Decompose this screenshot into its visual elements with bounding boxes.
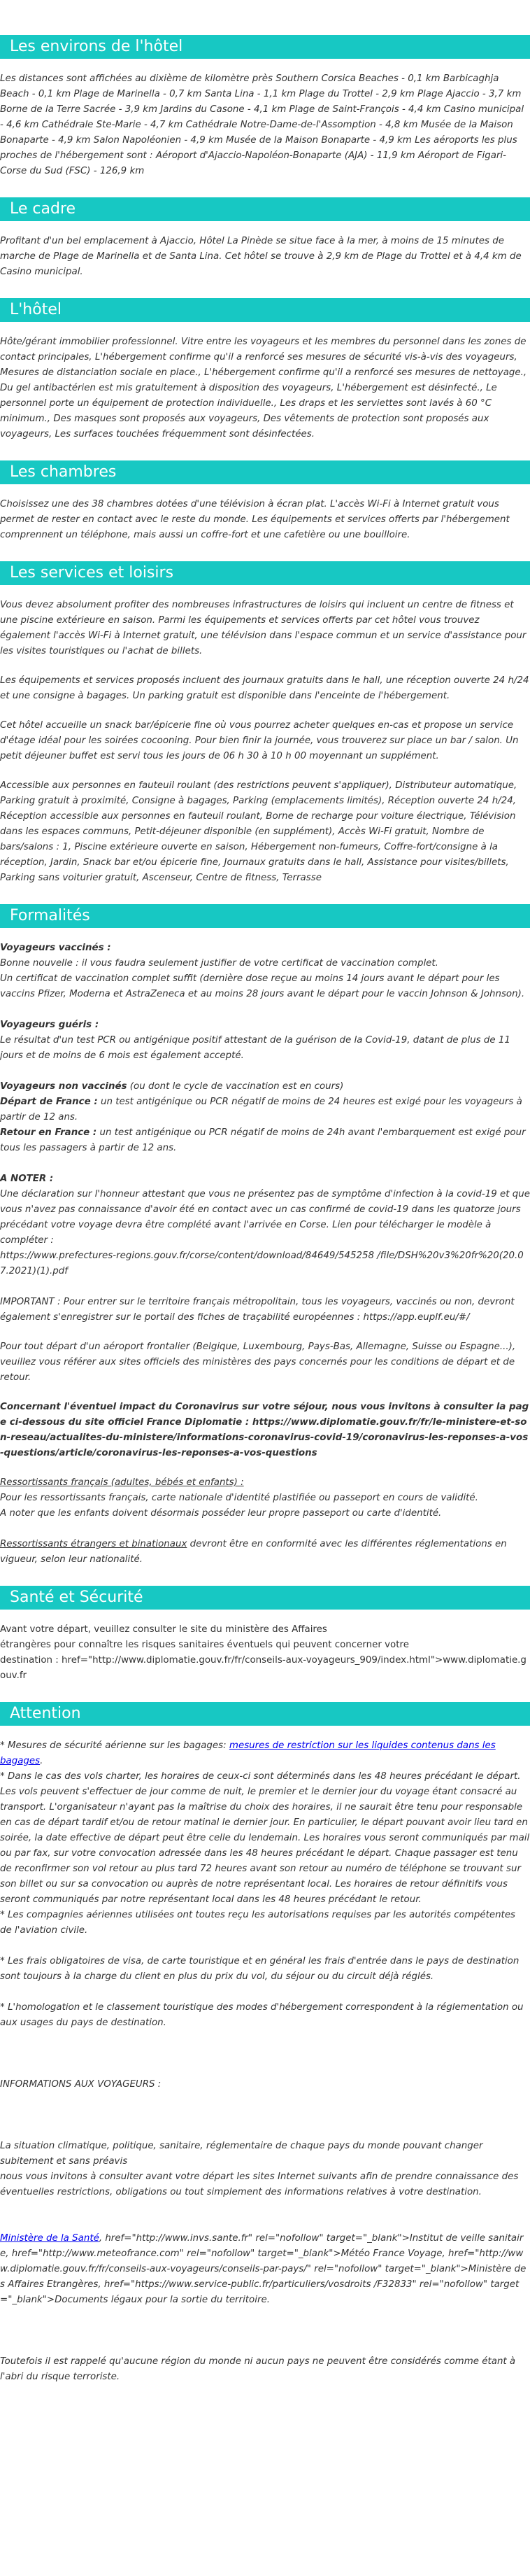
etrangers-text: devront être en conformité avec les différentes réglementations en vigueur, selon leur nationalité. [0,1539,507,1565]
attention-m4: * Les frais obligatoires de visa, de carte touristique et en général les frais d'entrée dans le pays de destination sont toujours à la charge du client en plus du prix du vol, du séjour ou du circuit déjà réglés. [0,1956,520,1982]
sante-line-2: étrangères pour connaître les risques sanitaires éventuels qui peuvent concerner votre [0,1640,409,1650]
attention-m2: * Dans le cas des vols charter, les horaires de ceux-ci sont déterminés dans les 48 heures précédant le départ. Les vols peuvent s'effectuer de jour comme de nuit, le premier et le dernier jour du voyage étant consacré au transport. L'organisateur n'ayant pas la maîtrise du choix des horaires, il ne saurait être tenu pour responsable en cas de départ tardif et/ou de retour matinal le dernier jour. En particulier, le départ pouvant avoir lieu tard en soirée, la date effective de départ peut être celle du lendemain. Les horaires vous seront communiqués par mail ou par fax, sur votre convocation adressée dans les 48 heures précédant le départ. Chaque passager est tenu de reconfirmer son vol retour au plus tard 72 heures avant son retour au numéro de téléphone se trouvant sur son billet ou sur sa convocation ou auprès de notre représentant local. Les horaires de retour définitifs vous seront communiqués par notre représentant local dans les 48 heures précédant le retour. [0,1771,530,1905]
attention-text [0,1738,530,2385]
services-paragraph-4: Accessible aux personnes en fauteuil roulant (des restrictions peuvent s'appliquer), Distributeur automatique, Parking gratuit à proximité, Consigne à bagages, Parking (emplacements limités), Réception ouverte 24 h/24, Réception accessible aux personnes en fauteuil roulant, Borne de recharge pour voiture électrique, Télévision dans les espaces communs, Petit-déjeuner disponible (en supplément), Accès Wi-Fi gratuit, Nombre de bars/salons : 1, Piscine extérieure ouverte en saison, Hébergement non-fumeurs, Coffre-fort/consigne à la réception, Jardin, Snack bar et/ou épicerie fine, Journaux gratuits dans le hall, Assistance pour visites/billets, Parking sans voiturier gratuit, Ascenseur, Centre de fitness, Terrasse [0,780,517,883]
liquids-restriction-link[interactable]: mesures de restriction sur les liquides contenus dans les bagages [0,1740,496,1766]
section-title-environs: Les environs de l'hôtel [0,35,530,59]
retour-text: un test antigénique ou PCR négatif de moins de 24h avant l'embarquement est exigé pour tous les passagers à partir de 12 ans. [0,1127,526,1153]
situation-line-2: nous vous invitons à consulter avant votre départ les sites Internet suivants afin de prendre connaissance des éventuelles restrictions, obligations ou tout simplement des informations relatives à votre destination. [0,2172,519,2197]
depart-line [0,1095,530,1125]
environs-text [0,71,530,179]
non-vaccines-suffix: (ou dont le cycle de vaccination est en cours) [127,1081,344,1092]
hotel-paragraph: Hôte/gérant immobilier professionnel. Vitre entre les voyageurs et les membres du personnel dans les zones de contact principales, L'hébergement confirme qu'il a renforcé ses mesures de sécurité vis-à-vis des voyageurs, Mesures de distanciation sociale en place., L'hébergement confirme qu'il a renforcé ses mesures de nettoyage., Du gel antibactérien est mis gratuitement à disposition des voyageurs, L'hébergement est désinfecté., Le personnel porte un équipement de protection individuelle., Les draps et les serviettes sont lavés à 60 °C minimum., Des masques sont proposés aux voyageurs, Des vêtements de protection sont proposés aux voyageurs, Les surfaces touchées fréquemment sont désinfectées. [0,337,527,439]
info-voyageurs-title: INFORMATIONS AUX VOYAGEURS : [0,2079,162,2090]
section-title-formalites: Formalités [0,904,530,928]
cadre-text [0,234,530,280]
note-text: Une déclaration sur l'honneur attestant que vous ne présentez pas de symptôme d'infection à la covid-19 et que vous n'avez pas connaissance d'avoir été en contact avec un cas confirmé de covid-19 dans les quatorze jours précédant votre voyage devra être complété avant l'arrivée en Corse. Lien pour télécharger le modèle à compléter : [0,1189,530,1246]
ministere-rest: , href="http://www.invs.sante.fr" rel="nofollow" target="_blank">Institut de veille sanitaire, href="http://www.meteofrance.com" rel="nofollow" target="_blank">Météo France Voyage, href="http://www.diplomatie.gouv.fr/fr/conseils-aux-voyageurs/conseils-par-pays/" rel="nofollow" target="_blank">Ministère des Affaires Etrangères, href="https://www.service-public.fr/particuliers/vosdroits /F32833" rel="nofollow" target="_blank">Documents légaux pour la sortie du territoire. [0,2233,527,2305]
formalites-text [0,941,530,1568]
section-title-attention: Attention [0,1702,530,1726]
situation-line-1: La situation climatique, politique, sanitaire, réglementaire de chaque pays du monde pouvant changer subitement et sans préavis [0,2141,483,2167]
important-paragraph: IMPORTANT : Pour entrer sur le territoire français métropolitain, tous les voyageurs, vaccinés ou non, devront également s'enregistrer sur le portail des fiches de traçabilité européennes : https://app.euplf.eu/#/ [0,1297,515,1323]
attention-m1-suffix: . [40,1756,43,1766]
sante-text [0,1622,530,1684]
toutefois-text: Toutefois il est rappelé qu'aucune région du monde ni aucun pays ne peuvent être considérés comme étant à l'abri du risque terroriste. [0,2356,516,2382]
note-block [0,1171,530,1279]
gueris-text: Le résultat d'un test PCR ou antigénique positif attestant de la guérison de la Covid-19, datant de plus de 11 jours et de moins de 6 mois est également accepté. [0,1035,510,1061]
attention-m1 [0,1738,530,1769]
non-vaccines-block [0,1079,530,1156]
section-sante [0,1586,530,1684]
cadre-paragraph: Profitant d'un bel emplacement à Ajaccio, Hôtel La Pinède se situe face à la mer, à moins de 15 minutes de marche de Plage de Marinella et de Santa Lina. Cet hôtel se trouve à 2,9 km de Plage du Trottel et à 4,4 km de Casino municipal. [0,236,522,277]
attention-m3: * Les compagnies aériennes utilisées ont toutes reçu les autorisations requises par les autorités compétentes de l'aviation civile. [0,1910,516,1936]
services-paragraph-1: Vous devez absolument profiter des nombreuses infrastructures de loisirs qui incluent un centre de fitness et une piscine extérieure en saison. Parmi les équipements et services offerts par cet hôtel vous trouvez également l'accès Wi-Fi à Internet gratuit, une télévision dans l'espace commun et un service d'assistance pour les visites touristiques ou l'achat de billets. [0,600,527,656]
services-text [0,598,530,886]
aeroport-paragraph: Pour tout départ d'un aéroport frontalier (Belgique, Luxembourg, Pays-Bas, Allemagne, Suisse ou Espagne...), veuillez vous référer aux sites officiels des ministères des pays concernés pour les conditions de départ et de retour. [0,1342,516,1383]
vaccines-text: Bonne nouvelle : il vous faudra seulement justifier de votre certificat de vaccination complet. [0,958,438,969]
section-chambres [0,460,530,543]
section-title-cadre: Le cadre [0,197,530,221]
section-title-services: Les services et loisirs [0,561,530,585]
retour-line [0,1125,530,1156]
section-formalites [0,904,530,1568]
section-title-hotel: L'hôtel [0,298,530,322]
ministere-block [0,2231,530,2308]
chambres-text [0,497,530,543]
section-attention [0,1702,530,2385]
services-paragraph-3: Cet hôtel accueille un snack bar/épicerie fine où vous pourrez acheter quelques en-cas et propose un service d'étage idéal pour les soirées cocooning. Pour bien finir la journée, vous trouverez sur place un bar / salon. Un petit déjeuner buffet est servi tous les jours de 06 h 30 à 10 h 00 moyennant un supplément. [0,720,519,761]
attention-m1-prefix: * Mesures de sécurité aérienne sur les bagages: [0,1740,229,1751]
non-vaccines-heading [0,1079,530,1095]
section-services [0,561,530,886]
etrangers-label: Ressortissants étrangers et binationaux [0,1539,187,1549]
ressortissants-text-1: Pour les ressortissants français, carte nationale d'identité plastifiée ou passeport en cours de validité. [0,1493,478,1503]
ressortissants-block [0,1475,530,1521]
sante-line-1: Avant votre départ, veuillez consulter le site du ministère des Affaires [0,1624,327,1635]
etrangers-paragraph [0,1537,530,1568]
chambres-paragraph: Choisissez une des 38 chambres dotées d'une télévision à écran plat. L'accès Wi-Fi à Internet gratuit vous permet de rester en contact avec le reste du monde. Les équipements et services offerts par l'hébergement comprennent un téléphone, mais aussi un coffre-fort et une cafetière ou une bouilloire. [0,499,510,540]
note-link[interactable]: https://www.prefectures-regions.gouv.fr/corse/content/download/84649/545258 /file/DSH%20v3%20fr%20(20.07.2021)(1).pdf [0,1251,524,1276]
gueris-block [0,1018,530,1064]
attention-m5: * L'homologation et le classement touristique des modes d'hébergement correspondent à la réglementation ou aux usages du pays de destination. [0,2002,524,2028]
retour-label: Retour en France : [0,1127,97,1138]
depart-label: Départ de France : [0,1097,98,1107]
section-cadre [0,197,530,280]
services-paragraph-2: Les équipements et services proposés incluent des journaux gratuits dans le hall, une réception ouverte 24 h/24 et une consigne à bagages. Un parking gratuit est disponible dans l'enceinte de l'hébergement. [0,675,529,701]
ressortissants-text-2: A noter que les enfants doivent désormais posséder leur propre passeport ou carte d'identité. [0,1508,442,1519]
non-vaccines-label: Voyageurs non vaccinés [0,1081,127,1092]
environs-paragraph: Les distances sont affichées au dixième de kilomètre près Southern Corsica Beaches - 0,1 km Barbicaghja Beach - 0,1 km Plage de Marinella - 0,7 km Santa Lina - 1,1 km Plage du Trottel - 2,9 km Plage Ajaccio - 3,7 km Borne de la Terre Sacrée - 3,9 km Jardins du Casone - 4,1 km Plage de Saint-François - 4,4 km Casino municipal - 4,6 km Cathédrale Ste-Marie - 4,7 km Cathédrale Notre-Dame-de-l'Assomption - 4,8 km Musée de la Maison Bonaparte - 4,9 km Salon Napoléonien - 4,9 km Musée de la Maison Bonaparte - 4,9 km Les aéroports les plus proches de l'hébergement sont : Aéroport d'Ajaccio-Napoléon-Bonaparte (AJA) - 11,9 km Aéroport de Figari-Corse du Sud (FSC) - 126,9 km [0,73,524,176]
depart-text: un test antigénique ou PCR négatif de moins de 24 heures est exigé pour les voyageurs à partir de 12 ans. [0,1097,522,1122]
concernant-paragraph: Concernant l'éventuel impact du Coronavirus sur votre séjour, nous vous invitons à consulter la page ci-dessous du site officiel France Diplomatie : https://www.diplomatie.gouv.fr/fr/le-ministere-et-son-reseau/actualites-du-ministere/informations-coronavirus-covid-19/coronavirus-les-reponses-a-vos-questions/article/coronavirus-les-reponses-a-vos-questions [0,1402,529,1458]
ressortissants-label: Ressortissants français (adultes, bébés et enfants) : [0,1477,244,1488]
ministere-sante-link[interactable]: Ministère de la Santé [0,2233,99,2244]
vaccines-block [0,941,530,1002]
vaccines-label: Voyageurs vaccinés : [0,943,111,953]
section-hotel [0,298,530,442]
gueris-label: Voyageurs guéris : [0,1020,99,1030]
section-title-sante: Santé et Sécurité [0,1586,530,1610]
hotel-text [0,335,530,442]
section-title-chambres: Les chambres [0,460,530,484]
section-environs [0,35,530,179]
note-label: A NOTER : [0,1174,54,1184]
vaccines-text-2: Un certificat de vaccination complet suffit (dernière dose reçue au moins 14 jours avant le départ pour les vaccins Pfizer, Moderna et AstraZeneca et au moins 28 jours avant le départ pour le vaccin Johnson & Johnson). [0,973,525,999]
sante-line-3: destination : href="http://www.diplomatie.gouv.fr/fr/conseils-aux-voyageurs_909/index.html">www.diplomatie.gouv.fr [0,1655,527,1681]
